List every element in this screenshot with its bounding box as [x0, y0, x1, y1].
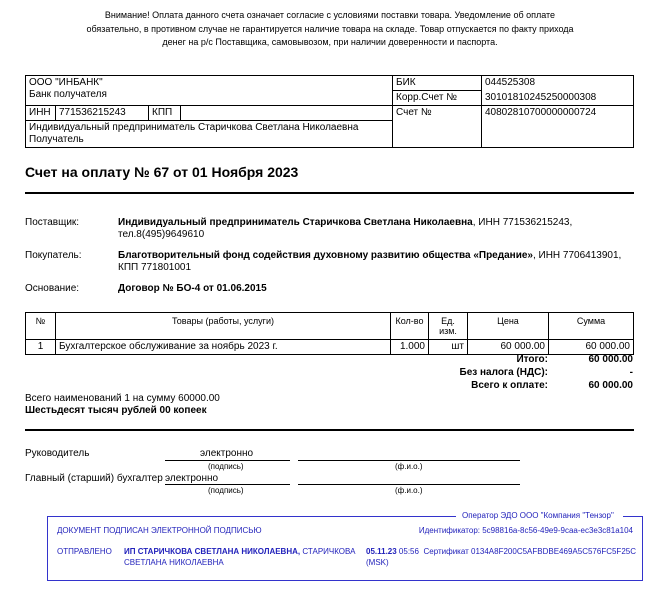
row-number: 1 — [26, 340, 56, 355]
head-signature: электронно — [200, 448, 254, 459]
bik-value: 044525308 — [482, 76, 634, 91]
col-unit: Ед. изм. — [429, 313, 468, 340]
total-label: Итого: — [516, 354, 548, 365]
stamp-identifier: Идентификатор: 5c98816a-8c56-49e9-9caa-ec3e3c81a104 — [418, 526, 633, 535]
inn-value: 771536215243 — [56, 106, 149, 121]
col-qty: Кол-во — [391, 313, 429, 340]
row-qty: 1.000 — [391, 340, 429, 355]
vat-label: Без налога (НДС): — [459, 367, 548, 378]
fio-caption: (ф.и.о.) — [395, 486, 423, 495]
stamp-operator: Оператор ЭДО ООО "Компания "Тензор" — [462, 511, 614, 520]
supplier-value — [118, 217, 572, 228]
bank-details-table — [25, 75, 634, 148]
account-value: 40802810700000000724 — [482, 106, 634, 148]
notice-line: денег на р/с Поставщика, самовывозом, при наличии доверенности и паспорта. — [162, 37, 498, 47]
head-label: Руководитель — [25, 448, 90, 459]
row-unit: шт — [429, 340, 468, 355]
account-label: Счет № — [393, 106, 482, 148]
buyer-inn: , ИНН 7706413901, — [532, 250, 622, 261]
items-table — [25, 312, 634, 355]
signature-line — [298, 460, 520, 461]
stamp-sender — [124, 547, 355, 556]
col-price: Цена — [468, 313, 549, 340]
payment-notice — [60, 9, 600, 50]
recipient-name: Индивидуальный предприниматель Старичкова Светлана Николаевна — [29, 122, 359, 133]
vat-value: - — [629, 367, 633, 378]
col-goods: Товары (работы, услуги) — [56, 313, 391, 340]
supplier-label: Поставщик: — [25, 217, 80, 228]
divider — [25, 429, 634, 431]
accountant-label: Главный (старший) бухгалтер — [25, 473, 163, 484]
buyer-name: Благотворительный фонд содействия духовному развитию общества «Предание» — [118, 250, 533, 261]
accountant-signature: электронно — [165, 473, 219, 484]
signature-line — [165, 484, 290, 485]
row-sum: 60 000.00 — [549, 340, 634, 355]
supplier-phone: тел.8(495)9649610 — [118, 229, 205, 240]
stamp-date: 05.11.23 — [366, 547, 397, 556]
stamp-timezone: (MSK) — [366, 558, 389, 567]
basis-label: Основание: — [25, 283, 80, 294]
stamp-time: 05:56 — [396, 547, 419, 556]
signature-line — [165, 460, 290, 461]
kpp-label: КПП — [149, 106, 181, 121]
stamp-certificate: Сертификат 0134A8F200C5AFBDBE469A5C576FC5F25C — [423, 547, 636, 556]
stamp-signed: ДОКУМЕНТ ПОДПИСАН ЭЛЕКТРОННОЙ ПОДПИСЬЮ — [57, 526, 262, 535]
bank-name: ООО "ИНБАНК" — [29, 77, 103, 88]
notice-line: обязательно, в противном случае не гарантируется наличие товара на складе. Товар отпускается по факту прихода — [86, 23, 574, 34]
sign-caption: (подпись) — [208, 486, 244, 495]
supplier-inn: , ИНН 771536215243, — [472, 217, 573, 228]
fio-caption: (ф.и.о.) — [395, 462, 423, 471]
items-count: Всего наименований 1 на сумму 60000.00 — [25, 393, 220, 404]
buyer-label: Покупатель: — [25, 250, 82, 261]
supplier-name: Индивидуальный предприниматель Старичкова Светлана Николаевна — [118, 217, 473, 228]
stamp-border — [48, 516, 456, 517]
stamp-sent-label: ОТПРАВЛЕНО — [57, 547, 112, 556]
divider — [25, 192, 634, 194]
recipient-label: Получатель — [29, 134, 84, 145]
stamp-border — [623, 516, 642, 517]
col-number: № — [26, 313, 56, 340]
buyer-kpp: КПП 771801001 — [118, 262, 192, 273]
notice-line: Внимание! Оплата данного счета означает согласие с условиями поставки товара. Уведомление об оплате — [104, 10, 556, 20]
stamp-datetime — [366, 547, 419, 556]
stamp-sender-line2: СВЕТЛАНА НИКОЛАЕВНА — [124, 558, 224, 567]
inn-label: ИНН — [26, 106, 56, 121]
bik-label: БИК — [393, 76, 482, 91]
korr-label: Корр.Счет № — [393, 91, 482, 106]
row-goods: Бухгалтерское обслуживание за ноябрь 2023 г. — [56, 340, 391, 355]
table-row — [26, 340, 634, 355]
electronic-signature-stamp — [47, 511, 643, 581]
sender-person: СТАРИЧКОВА — [300, 547, 356, 556]
basis-value: Договор № БО-4 от 01.06.2015 — [118, 283, 267, 294]
total-value: 60 000.00 — [588, 354, 633, 365]
korr-value: 30101810245250000308 — [482, 91, 634, 106]
kpp-value — [181, 106, 393, 121]
invoice-title: Счет на оплату № 67 от 01 Ноября 2023 — [25, 164, 299, 180]
bank-name-label: Банк получателя — [29, 89, 107, 100]
row-price: 60 000.00 — [468, 340, 549, 355]
amount-in-words: Шестьдесят тысяч рублей 00 копеек — [25, 405, 207, 416]
sign-caption: (подпись) — [208, 462, 244, 471]
signature-line — [298, 484, 520, 485]
sender-org: ИП СТАРИЧКОВА СВЕТЛАНА НИКОЛАЕВНА, — [124, 547, 301, 556]
grand-total-label: Всего к оплате: — [471, 380, 548, 391]
col-sum: Сумма — [549, 313, 634, 340]
grand-total-value: 60 000.00 — [588, 380, 633, 391]
table-header — [26, 313, 634, 340]
buyer-value — [118, 250, 621, 261]
